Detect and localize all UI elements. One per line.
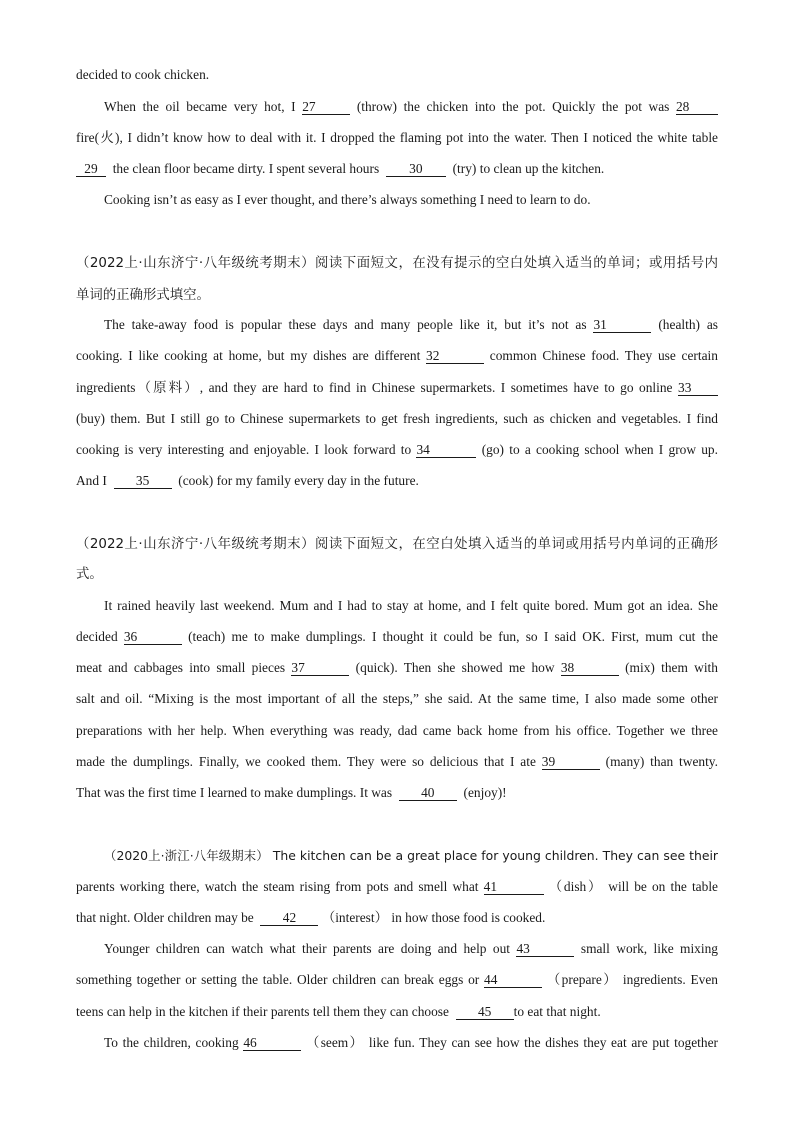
line-text: ingredients（原料）, and they are hard to find in Chinese supermarkets. I sometimes have to go online (76, 380, 673, 395)
blank-44[interactable]: 44 (484, 973, 542, 988)
line-text: （prepare） ingredients. Even (546, 972, 718, 987)
blank-29[interactable]: 29 (76, 162, 106, 177)
line-text: It rained heavily last weekend. Mum and I had to stay at home, and I felt quite bored. Mum got an idea. She (104, 598, 718, 613)
blank-35[interactable]: 35 (114, 474, 172, 489)
line-text: (cook) for my family every day in the future. (178, 473, 419, 488)
line-text: teens can help in the kitchen if their parents tell them they can choose (76, 1004, 449, 1019)
section-header: 单词的正确形式填空。 (76, 288, 210, 303)
blank-42[interactable]: 42 (260, 911, 318, 926)
passage-1-line-0 (76, 67, 718, 83)
line-text: meat and cabbages into small pieces (76, 660, 286, 675)
line-text: fire(火), I didn’t know how to deal with it. I dropped the flaming pot into the water. Then I noticed the white table (76, 130, 718, 145)
blank-45[interactable]: 45 (456, 1005, 514, 1020)
line-text: that night. Older children may be (76, 910, 254, 925)
section-header: （2022上·山东济宁·八年级统考期末）阅读下面短文，在空白处填入适当的单词或用括号内单词的正确形 (76, 537, 718, 552)
passage-4-line-7 (104, 1035, 718, 1051)
line-text: When the oil became very hot, I (104, 99, 296, 114)
passage-2-line-1 (104, 317, 718, 333)
passage-1-line-2 (76, 130, 718, 146)
line-text: Cooking isn’t as easy as I ever thought, and there’s always something I need to learn to do. (104, 192, 591, 207)
passage-3-line-7 (76, 785, 718, 801)
line-text: common Chinese food. They use certain (489, 348, 718, 363)
passage-4-line-2 (76, 879, 718, 895)
line-text: （dish） will be on the table (548, 879, 718, 894)
line-text: That was the first time I learned to make dumplings. It was (76, 785, 393, 800)
passage-4-line-1 (104, 848, 718, 864)
line-text: (many) than twenty. (605, 754, 718, 769)
blank-28[interactable]: 28 (676, 100, 718, 115)
passage-3-line-1 (104, 598, 718, 614)
passage-1-line-4 (104, 192, 718, 208)
blank-39[interactable]: 39 (542, 755, 600, 770)
line-text: cooking. I like cooking at home, but my dishes are different (76, 348, 421, 363)
passage-3-line-5 (76, 723, 718, 739)
blank-34[interactable]: 34 (416, 443, 476, 458)
line-text: （seem） like fun. They can see how the dishes they eat are put together (306, 1035, 718, 1050)
passage-4-line-5 (76, 972, 718, 988)
line-text: (teach) me to make dumplings. I thought it could be fun, so I said OK. First, mum cut the (188, 629, 718, 644)
blank-40[interactable]: 40 (399, 786, 457, 801)
passage-3-header-2 (76, 567, 718, 583)
passage-1-line-1 (104, 99, 718, 115)
line-text: （2020上·浙江·八年级期末） The kitchen can be a great place for young children. They can see their (104, 848, 718, 863)
section-header: 式。 (76, 567, 103, 582)
blank-37[interactable]: 37 (291, 661, 349, 676)
line-text: parents working there, watch the steam rising from pots and smell what (76, 879, 479, 894)
passage-3-line-3 (76, 660, 718, 676)
passage-2-line-6 (76, 473, 718, 489)
blank-31[interactable]: 31 (593, 318, 651, 333)
line-text: small work, like mixing (580, 941, 718, 956)
line-text: (mix) them with (625, 660, 718, 675)
passage-2-line-4 (76, 411, 718, 427)
blank-41[interactable]: 41 (484, 880, 544, 895)
line-text: something together or setting the table. Older children can break eggs or (76, 972, 480, 987)
blank-27[interactable]: 27 (302, 100, 350, 115)
blank-36[interactable]: 36 (124, 630, 182, 645)
passage-2-header (76, 256, 718, 272)
line-text: (try) to clean up the kitchen. (452, 161, 605, 176)
line-text: The take-away food is popular these days and many people like it, but it’s not as (104, 317, 587, 332)
line-text: the clean floor became dirty. I spent several hours (112, 161, 380, 176)
passage-3-header (76, 537, 718, 553)
line-text: (go) to a cooking school when I grow up. (481, 442, 718, 457)
section-header: （2022上·山东济宁·八年级统考期末）阅读下面短文，在没有提示的空白处填入适当的单词；或用括号内 (76, 256, 718, 271)
passage-3-line-2 (76, 629, 718, 645)
passage-4-line-3 (76, 910, 718, 926)
line-text: (health) as (658, 317, 718, 332)
line-text: salt and oil. “Mixing is the most important of all the steps,” she said. At the same time, I also made some other (76, 691, 718, 706)
line-text: And I (76, 473, 107, 488)
line-text: (throw) the chicken into the pot. Quickly the pot was (356, 99, 670, 114)
passage-3-line-6 (76, 754, 718, 770)
line-text: made the dumplings. Finally, we cooked them. They were so delicious that I ate (76, 754, 536, 769)
passage-2-line-3 (76, 380, 718, 396)
line-text: （interest） in how those food is cooked. (321, 910, 546, 925)
passage-4-line-6 (76, 1004, 718, 1020)
line-text: decided (76, 629, 118, 644)
line-text: preparations with her help. When everything was ready, dad came back home from his office. Together we three (76, 723, 718, 738)
blank-30[interactable]: 30 (386, 162, 446, 177)
line-text: (enjoy)! (463, 785, 507, 800)
passage-2-line-2 (76, 348, 718, 364)
passage-3-line-4 (76, 691, 718, 707)
passage-2-line-5 (76, 442, 718, 458)
blank-38[interactable]: 38 (561, 661, 619, 676)
line-text: To the children, cooking (104, 1035, 239, 1050)
passage-2-header-2 (76, 288, 718, 304)
line-text: to eat that night. (513, 1004, 601, 1019)
line-text: (quick). Then she showed me how (355, 660, 555, 675)
blank-32[interactable]: 32 (426, 349, 484, 364)
line-text: Younger children can watch what their parents are doing and help out (104, 941, 511, 956)
line-text: (buy) them. But I still go to Chinese supermarkets to get fresh ingredients, such as chicken and vegetables. I find (76, 411, 718, 426)
passage-1-line-3 (76, 161, 718, 177)
blank-43[interactable]: 43 (516, 942, 574, 957)
blank-33[interactable]: 33 (678, 381, 718, 396)
line-text: decided to cook chicken. (76, 67, 210, 82)
blank-46[interactable]: 46 (243, 1036, 301, 1051)
line-text: cooking is very interesting and enjoyable. I look forward to (76, 442, 412, 457)
passage-4-line-4 (104, 941, 718, 957)
